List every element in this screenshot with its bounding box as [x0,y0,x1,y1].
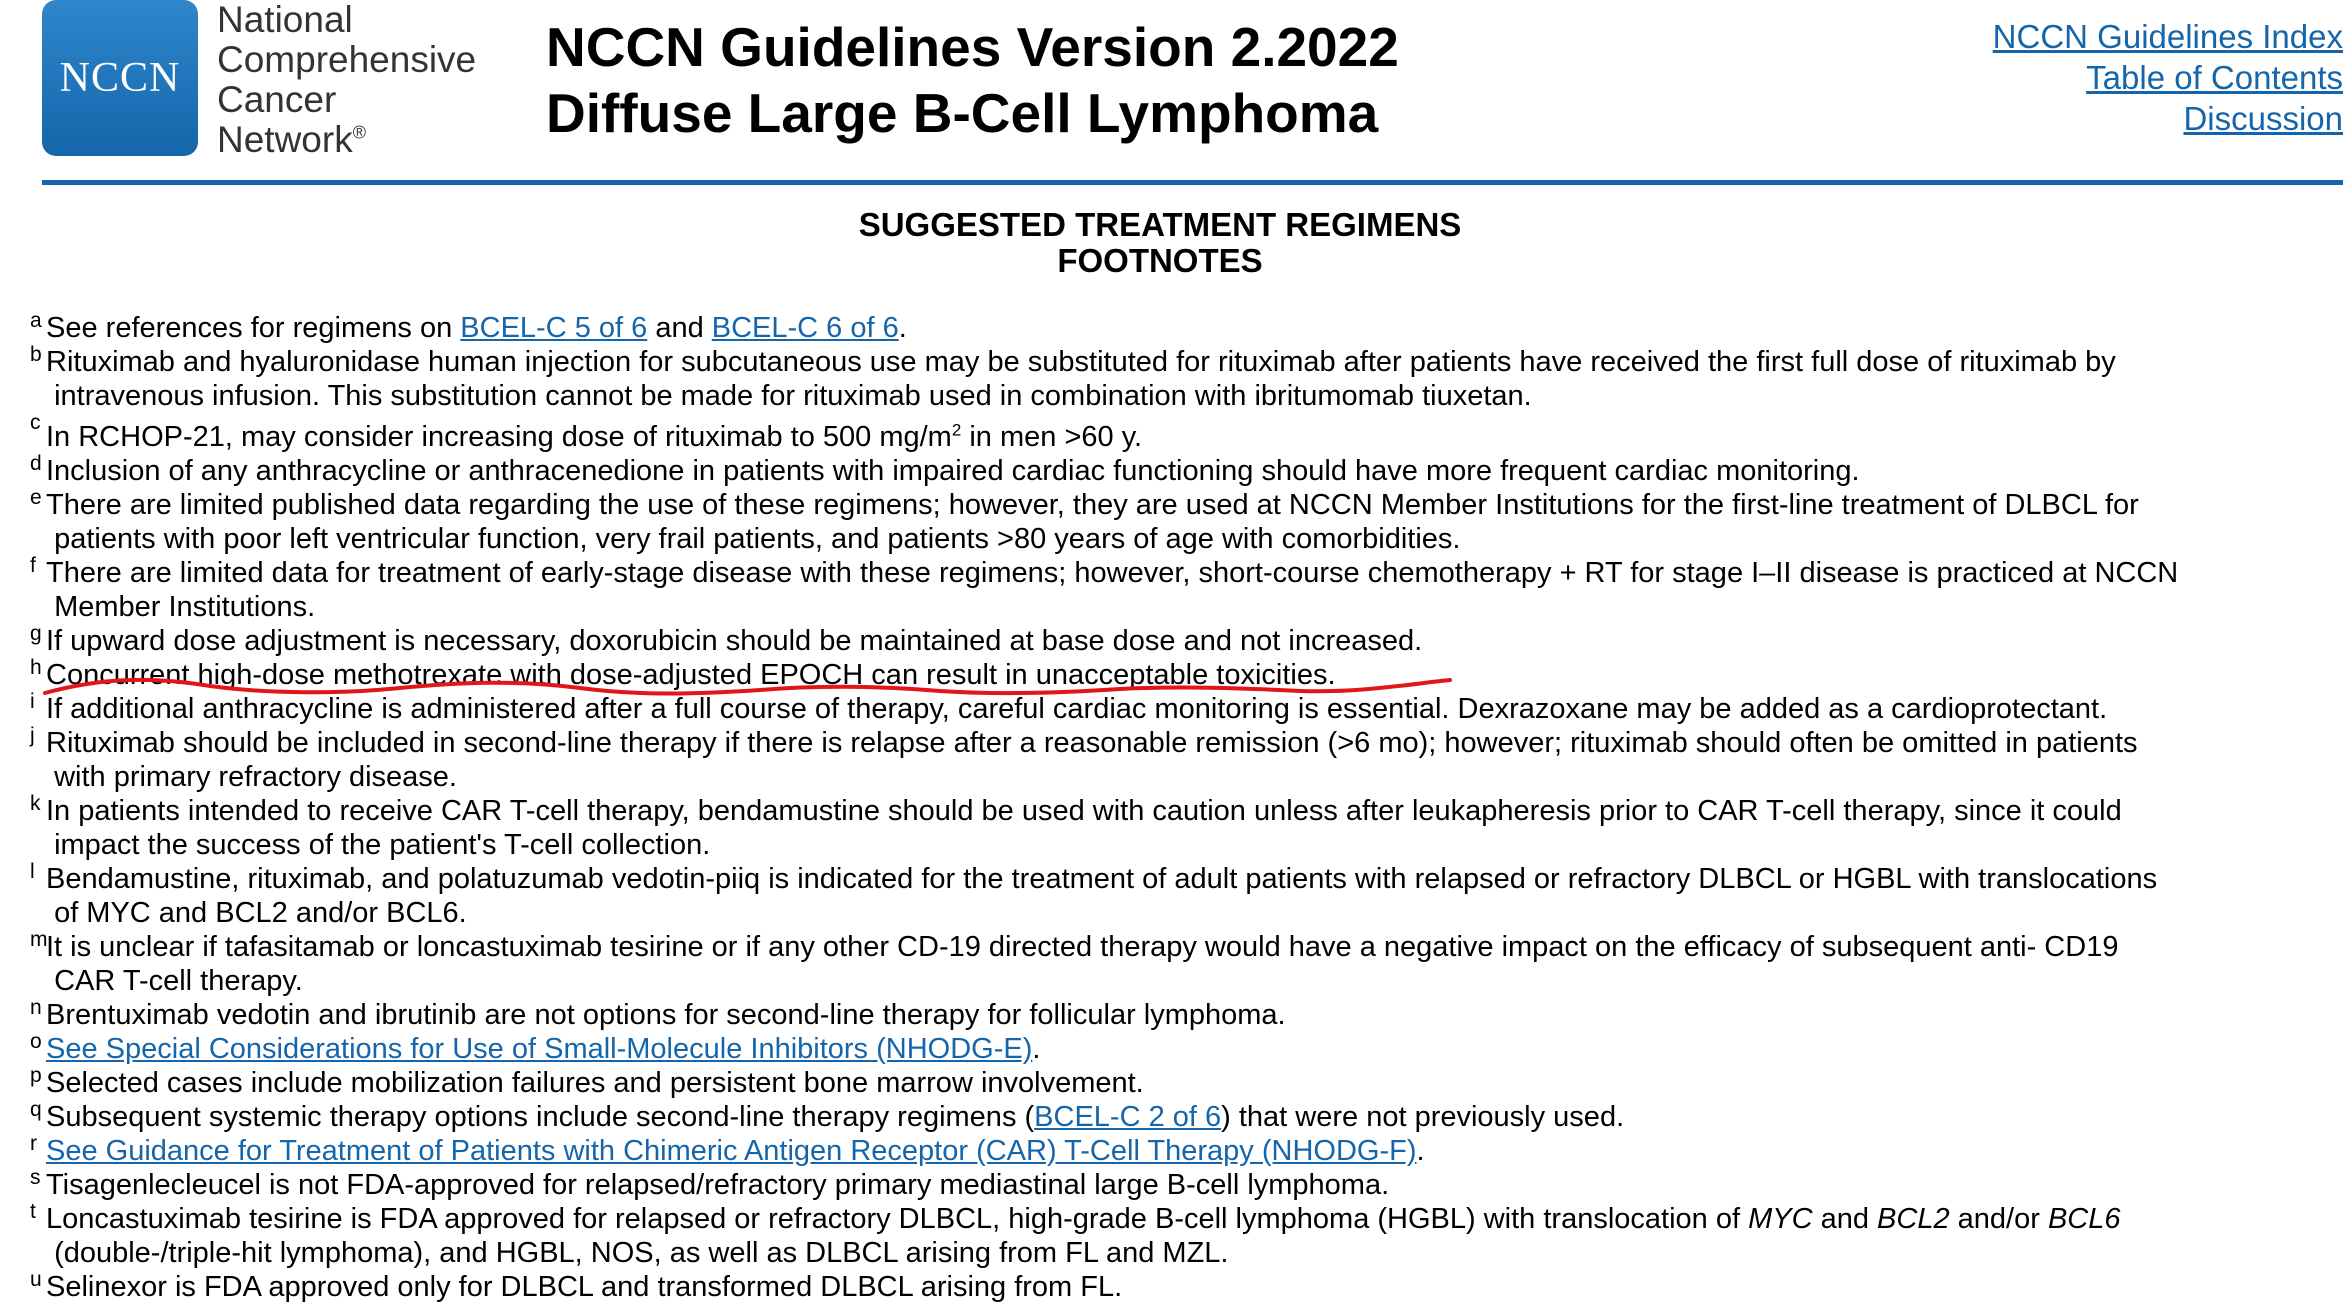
footnote-d [30,451,2330,488]
organization-name [217,0,476,160]
footnote-l [30,859,2330,930]
footnote-text [46,659,1336,691]
footnote-letter: q [30,1097,42,1121]
footnote-s [30,1165,2330,1202]
footnote-text [46,795,2122,861]
footnote-letter: a [30,309,42,332]
header-divider [42,180,2343,185]
footnote-letter: s [30,1165,41,1189]
org-line: Comprehensive [217,39,477,80]
footnote-text-part: . [898,312,907,344]
footnote-text-part: Loncastuximab tesirine is FDA approved for relapsed or refractory DLBCL, high-grade B-cell lymphoma (HGBL) with translocation of [46,1202,1749,1235]
footnote-letter: m [30,927,48,951]
gene-name: MYC [1748,1202,1813,1235]
table-of-contents-link[interactable]: Table of Contents [2086,59,2343,96]
footnote-letter: d [30,451,42,475]
footnote-text-part: Brentuximab vedotin and ibrutinib are not options for second-line therapy for follicular lymphoma. [46,998,1286,1031]
footnote-text-part: If upward dose adjustment is necessary, doxorubicin should be maintained at base dose and not increased. [46,624,1423,657]
footnote-text-part: Bendamustine, rituximab, and polatuzumab vedotin-piiq is indicated for the treatment of adult patients with relapsed or refractory DLBCL or HGBL with translocations of MYC and BCL2 and/or BCL6. [46,862,2158,929]
discussion-link[interactable]: Discussion [2183,100,2343,137]
footnote-h [30,655,2330,692]
org-line: National [217,0,353,40]
footnote-letter: i [30,689,35,713]
footnote-text-part: in men >60 y. [961,420,1143,453]
registered-mark: ® [352,122,366,143]
footnote-letter: u [30,1267,42,1291]
footnote-letter: o [30,1029,42,1053]
footnote-text [46,1169,1389,1201]
org-line-last [217,120,476,160]
section-heading [0,207,2320,279]
footnote-i [30,689,2330,726]
footnote-link[interactable]: See Special Considerations for Use of Small-Molecule Inhibitors (NHODG-E) [46,1032,1033,1065]
footnote-letter: t [30,1199,36,1223]
footnote-q [30,1097,2330,1134]
footnote-u [30,1267,2330,1304]
footnote-text-part: Selinexor is FDA approved only for DLBCL and transformed DLBCL arising from FL. [46,1270,1123,1303]
footnote-c [30,413,2330,454]
logo-text: NCCN [59,55,181,101]
footnote-text [46,863,2157,929]
footnote-t [30,1199,2330,1270]
footnote-link[interactable]: BCEL-C 2 of 6 [1034,1100,1222,1133]
footnote-g [30,621,2330,658]
footnote-text-part: Rituximab and hyaluronidase human injection for subcutaneous use may be substituted for rituximab after patients have received the first full dose of rituximab by intravenous infusion. This substitution cannot be made for rituximab used in combination with ibritumomab tiuxetan. [46,346,2116,412]
footnote-letter: r [30,1131,37,1155]
footnote-text [46,727,2138,793]
footnote-text [46,1203,2120,1269]
footnote-text [46,455,1860,487]
gene-name: BCL2 [1877,1202,1950,1235]
org-line: Network [217,119,353,160]
footnote-a [30,311,2330,345]
section-title: SUGGESTED TREATMENT REGIMENS [858,206,1462,243]
footnote-text-part: It is unclear if tafasitamab or loncastuximab tesirine or if any other CD-19 directed therapy would have a negative impact on the efficacy of subsequent anti- CD19 CAR T-cell therapy. [46,930,2119,997]
footnote-letter: l [30,859,35,883]
footnote-text-part: (double-/triple-hit lymphoma), and HGBL, NOS, as well as DLBCL arising from FL and MZL. [54,1236,1229,1269]
footnote-text-part: Selected cases include mobilization failures and persistent bone marrow involvement. [46,1066,1144,1099]
footnote-text [46,1033,1040,1065]
footnote-letter: n [30,995,42,1019]
footnote-text-part: If additional anthracycline is administered after a full course of therapy, careful cardiac monitoring is essential. Dexrazoxane may be added as a cardioprotectant. [46,692,2108,725]
footnote-letter: e [30,485,42,509]
footnote-text [46,421,1142,453]
footnote-text [46,1135,1425,1167]
footnote-text-part: Subsequent systemic therapy options include second-line therapy regimens ( [46,1100,1035,1133]
guideline-topic: Diffuse Large B-Cell Lymphoma [546,82,1379,144]
footnote-text [46,1271,1122,1303]
footnote-text-part: There are limited data for treatment of early-stage disease with these regimens; however, short-course chemotherapy + RT for stage I–II disease is practiced at NCCN Member Institutions. [46,556,2179,623]
footnote-text [46,625,1422,657]
footnote-letter: k [30,791,41,815]
footnote-letter: f [30,553,36,577]
footnote-letter: p [30,1063,42,1087]
footnote-text-part: In patients intended to receive CAR T-cell therapy, bendamustine should be used with caution unless after leukapheresis prior to CAR T-cell therapy, since it could impact the success of the patient's T-cell collection. [46,794,2122,861]
footnote-list [30,311,2330,1304]
footnote-text-part: . [1416,1134,1425,1167]
footnote-text [46,346,2116,412]
guideline-version: NCCN Guidelines Version 2.2022 [546,16,1399,78]
footnote-text [46,931,2118,997]
footnote-text-part: Inclusion of any anthracycline or anthracenedione in patients with impaired cardiac functioning should have more frequent cardiac monitoring. [46,454,1860,487]
footnote-o [30,1029,2330,1066]
footnote-m [30,927,2330,998]
footnote-text-part: See references for regimens on [46,312,461,344]
footnote-text [46,999,1286,1031]
footnote-e [30,485,2330,556]
gene-name: BCL6 [2047,1202,2121,1235]
footnote-text [46,1067,1144,1099]
footnote-text [46,1101,1624,1133]
footnote-text-part: Concurrent high-dose methotrexate with dose-adjusted EPOCH can result in unacceptable toxicities. [46,658,1336,691]
document-title [546,14,1399,146]
footnote-letter: g [30,621,42,645]
guidelines-index-link[interactable]: NCCN Guidelines Index [1992,18,2343,55]
footnote-text-part: Tisagenlecleucel is not FDA-approved for relapsed/refractory primary mediastinal large B-cell lymphoma. [46,1168,1390,1201]
footnote-letter: j [30,723,35,747]
footnote-text-part: There are limited published data regarding the use of these regimens; however, they are used at NCCN Member Institutions for the first-line treatment of DLBCL for patients with poor left ventricular function, very frail patients, and patients >80 years of age with comorbidities. [46,488,2139,555]
org-line: Cancer [217,79,337,120]
footnote-text-part: Rituximab should be included in second-line therapy if there is relapse after a reasonable remission (>6 mo); however; rituximab should often be omitted in patients with primary refractory disease. [46,726,2138,793]
footnote-text [46,693,2107,725]
footnote-n [30,995,2330,1032]
footnote-text-part: In RCHOP-21, may consider increasing dose of rituximab to 500 mg/m [46,420,952,453]
nccn-logo [42,0,198,156]
footnote-link[interactable]: BCEL-C 5 of 6 [460,312,648,344]
footnote-text-part: and/or [1949,1202,2048,1235]
footnote-text-part: ) that were not previously used. [1221,1100,1625,1133]
footnote-text-part: . [1032,1032,1041,1065]
footnote-text [46,489,2139,555]
footnote-k [30,791,2330,862]
footnote-text [46,312,907,344]
superscript: 2 [951,420,962,439]
footnote-p [30,1063,2330,1100]
footnote-r [30,1131,2330,1168]
footnote-letter: b [30,343,42,366]
footnote-letter: h [30,655,42,679]
footnote-letter: c [30,411,41,434]
footnote-link[interactable]: BCEL-C 6 of 6 [711,312,899,344]
footnote-text [46,557,2178,623]
footnote-text-part: and [1812,1202,1878,1235]
section-subtitle: FOOTNOTES [1057,242,1263,279]
footnote-text-part: and [647,312,712,344]
footnote-j [30,723,2330,794]
footnote-f [30,553,2330,624]
footnote-b [30,345,2330,413]
header-links [1993,16,2343,139]
footnote-link[interactable]: See Guidance for Treatment of Patients with Chimeric Antigen Receptor (CAR) T-Cell Therapy (NHODG-F) [46,1134,1417,1167]
